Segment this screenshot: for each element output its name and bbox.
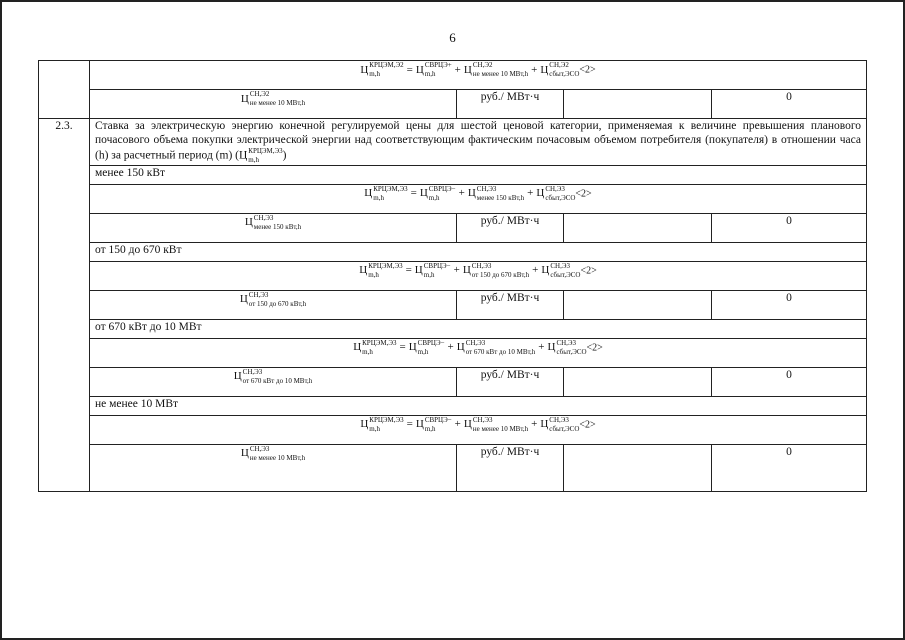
superscript: СН,Э3 bbox=[253, 213, 274, 222]
price-letter: Ц bbox=[463, 418, 472, 431]
price-letter: Ц bbox=[456, 341, 465, 354]
script-stack bbox=[250, 91, 305, 107]
footnote-ref: <2> bbox=[586, 342, 603, 354]
plus-sign: + bbox=[447, 341, 454, 354]
page-border-top bbox=[0, 0, 905, 2]
price-symbol bbox=[547, 338, 587, 356]
equals-sign: = bbox=[405, 264, 412, 277]
unit-cell: руб./ МВт·ч bbox=[457, 90, 564, 119]
superscript: СН,Э3 bbox=[550, 261, 570, 270]
script-stack bbox=[549, 62, 579, 78]
table-row bbox=[39, 290, 867, 319]
price-letter: Ц bbox=[547, 341, 556, 354]
superscript: СН,Э3 bbox=[471, 261, 492, 270]
subscript: менее 150 кВт,h bbox=[476, 193, 525, 202]
price-letter: Ц bbox=[541, 264, 550, 277]
plus-sign: + bbox=[454, 418, 461, 431]
plus-sign: + bbox=[458, 187, 465, 200]
component-label-cell bbox=[90, 213, 457, 242]
price-letter: Ц bbox=[415, 63, 424, 76]
table-row bbox=[39, 396, 867, 415]
table-row bbox=[39, 261, 867, 290]
price-symbol bbox=[359, 261, 403, 279]
script-stack bbox=[369, 62, 403, 78]
price-letter: Ц bbox=[240, 447, 249, 460]
subscript: сбыт,ЭСО bbox=[556, 347, 587, 356]
price-symbol bbox=[540, 415, 580, 433]
price-symbol bbox=[233, 367, 313, 385]
table-row bbox=[39, 119, 867, 166]
price-symbol bbox=[353, 338, 397, 356]
subscript: m,h bbox=[373, 193, 384, 202]
table-row bbox=[39, 367, 867, 396]
superscript: КРЦЭМ,Э3 bbox=[369, 415, 404, 424]
row-number-cell bbox=[39, 61, 90, 119]
price-symbol bbox=[415, 415, 452, 433]
empty-cell bbox=[564, 290, 712, 319]
table-row bbox=[39, 242, 867, 261]
script-stack bbox=[472, 263, 529, 279]
script-stack bbox=[250, 446, 305, 462]
subscript: менее 150 кВт,h bbox=[253, 222, 302, 231]
script-stack bbox=[368, 263, 402, 279]
price-letter: Ц bbox=[414, 264, 423, 277]
price-letter: Ц bbox=[419, 187, 428, 200]
price-symbol bbox=[463, 415, 529, 433]
equals-sign: = bbox=[410, 187, 417, 200]
price-symbol bbox=[467, 184, 525, 202]
script-stack bbox=[429, 186, 456, 202]
table-row bbox=[39, 338, 867, 367]
empty-cell bbox=[564, 90, 712, 119]
formula-cell bbox=[90, 415, 867, 444]
script-stack bbox=[248, 148, 282, 164]
equals-sign: = bbox=[399, 341, 406, 354]
price-letter: Ц bbox=[353, 341, 362, 354]
superscript: СН,Э3 bbox=[248, 290, 269, 299]
price-symbol bbox=[239, 290, 307, 308]
value-cell: 0 bbox=[712, 90, 867, 119]
script-stack bbox=[425, 417, 452, 433]
superscript: СН,Э2 bbox=[549, 61, 569, 69]
superscript: СН,Э3 bbox=[465, 338, 486, 347]
price-letter: Ц bbox=[360, 63, 369, 76]
superscript: КРЦЭМ,Э3 bbox=[373, 184, 408, 193]
price-letter: Ц bbox=[240, 92, 249, 105]
superscript: КРЦЭМ,Э3 bbox=[248, 146, 283, 155]
subscript: от 670 кВт до 10 МВт,h bbox=[465, 347, 536, 356]
script-stack bbox=[373, 186, 407, 202]
footnote-ref: <2> bbox=[579, 419, 596, 431]
script-stack bbox=[477, 186, 524, 202]
plus-sign: + bbox=[532, 264, 539, 277]
component-label-cell bbox=[90, 444, 457, 491]
empty-cell bbox=[564, 213, 712, 242]
superscript: СН,Э3 bbox=[249, 444, 270, 453]
price-symbol bbox=[360, 61, 404, 78]
subscript: m,h bbox=[248, 155, 259, 164]
subscript: m,h bbox=[368, 270, 379, 279]
component-label-cell bbox=[90, 90, 457, 119]
formula-cell bbox=[90, 61, 867, 90]
script-stack bbox=[424, 263, 451, 279]
price-letter: Ц bbox=[540, 63, 549, 76]
unit-cell: руб./ МВт·ч bbox=[457, 444, 564, 491]
price-letter: Ц bbox=[463, 63, 472, 76]
description-tail: ) bbox=[282, 149, 287, 162]
price-symbol bbox=[240, 444, 306, 462]
subscript: m,h bbox=[423, 270, 435, 279]
superscript: СВРЦЭ− bbox=[423, 261, 451, 270]
script-stack bbox=[549, 417, 579, 433]
unit-cell: руб./ МВт·ч bbox=[457, 367, 564, 396]
subscript: от 150 до 670 кВт,h bbox=[471, 270, 530, 279]
script-stack bbox=[425, 62, 452, 78]
price-letter: Ц bbox=[540, 418, 549, 431]
formula-cell bbox=[90, 338, 867, 367]
superscript: СН,Э3 bbox=[476, 184, 497, 193]
script-stack bbox=[550, 263, 580, 279]
price-letter: Ц bbox=[467, 187, 476, 200]
table-row bbox=[39, 415, 867, 444]
subscript: не менее 10 МВт,h bbox=[472, 424, 529, 433]
description-text: Ставка за электрическую энергию конечной регулируемой цены для шестой ценовой категории, применяемая к величине превышения планового почасового объема покупки электрической энергии над соответствующим фактическим почасовым объемом потребителя (покупателя) в отношении часа (h) за расчетный период (m) (Ц bbox=[95, 120, 862, 162]
script-stack bbox=[418, 340, 445, 356]
power-range-heading: от 670 кВт до 10 МВт bbox=[90, 319, 867, 338]
equals-sign: = bbox=[406, 63, 413, 76]
subscript: сбыт,ЭСО bbox=[550, 270, 581, 279]
price-symbol bbox=[244, 213, 302, 231]
plus-sign: + bbox=[538, 341, 545, 354]
table-row bbox=[39, 213, 867, 242]
superscript: КРЦЭМ,Э3 bbox=[362, 338, 397, 347]
value-cell: 0 bbox=[712, 444, 867, 491]
power-range-heading: от 150 до 670 кВт bbox=[90, 242, 867, 261]
script-stack bbox=[249, 292, 306, 308]
table-row bbox=[39, 444, 867, 491]
price-letter: Ц bbox=[233, 370, 242, 383]
subscript: m,h bbox=[369, 424, 380, 433]
subscript: не менее 10 МВт,h bbox=[472, 70, 529, 78]
table-row bbox=[39, 165, 867, 184]
formula-cell bbox=[90, 261, 867, 290]
price-symbol bbox=[456, 338, 536, 356]
value-cell: 0 bbox=[712, 290, 867, 319]
script-stack bbox=[545, 186, 575, 202]
superscript: СВРЦЭ+ bbox=[424, 61, 452, 69]
plus-sign: + bbox=[454, 63, 461, 76]
formula-cell bbox=[90, 184, 867, 213]
price-symbol bbox=[415, 61, 452, 78]
price-symbol bbox=[419, 184, 456, 202]
superscript: КРЦЭМ,Э3 bbox=[368, 261, 403, 270]
script-stack bbox=[254, 215, 301, 231]
unit-cell: руб./ МВт·ч bbox=[457, 213, 564, 242]
footnote-ref: <2> bbox=[580, 265, 597, 277]
plus-sign: + bbox=[531, 63, 538, 76]
empty-cell bbox=[564, 444, 712, 491]
price-symbol bbox=[364, 184, 408, 202]
script-stack bbox=[473, 417, 528, 433]
table-row bbox=[39, 61, 867, 90]
page-number: 6 bbox=[449, 30, 456, 45]
superscript: СВРЦЭ− bbox=[417, 338, 445, 347]
subscript: сбыт,ЭСО bbox=[549, 424, 580, 433]
page-border-left bbox=[0, 0, 2, 640]
price-symbol bbox=[540, 61, 580, 78]
superscript: СН,Э3 bbox=[549, 415, 569, 424]
component-label-cell bbox=[90, 367, 457, 396]
price-symbol bbox=[414, 261, 451, 279]
subscript: от 150 до 670 кВт,h bbox=[248, 299, 307, 308]
tariff-table bbox=[38, 60, 867, 492]
subscript: m,h bbox=[362, 347, 373, 356]
value-cell: 0 bbox=[712, 367, 867, 396]
footnote-ref: <2> bbox=[579, 64, 596, 76]
price-symbol bbox=[240, 90, 306, 107]
unit-cell: руб./ МВт·ч bbox=[457, 290, 564, 319]
footnote-ref: <2> bbox=[575, 188, 592, 200]
section-number: 2.3. bbox=[39, 119, 90, 492]
price-letter: Ц bbox=[462, 264, 471, 277]
table-row bbox=[39, 319, 867, 338]
price-symbol bbox=[360, 415, 404, 433]
price-letter: Ц bbox=[360, 418, 369, 431]
script-stack bbox=[362, 340, 396, 356]
superscript: СВРЦЭ− bbox=[424, 415, 452, 424]
script-stack bbox=[466, 340, 536, 356]
superscript: СН,Э3 bbox=[545, 184, 565, 193]
table-row bbox=[39, 184, 867, 213]
plus-sign: + bbox=[453, 264, 460, 277]
price-symbol bbox=[462, 261, 530, 279]
subscript: сбыт,ЭСО bbox=[545, 193, 576, 202]
value-cell: 0 bbox=[712, 213, 867, 242]
subscript: не менее 10 МВт,h bbox=[249, 99, 306, 107]
price-letter: Ц bbox=[359, 264, 368, 277]
superscript: СН,Э3 bbox=[242, 367, 263, 376]
superscript: КРЦЭМ,Э2 bbox=[369, 61, 404, 69]
price-letter: Ц bbox=[408, 341, 417, 354]
subscript: m,h bbox=[424, 424, 436, 433]
section-description bbox=[90, 119, 867, 166]
price-symbol bbox=[408, 338, 445, 356]
superscript: СН,Э2 bbox=[249, 90, 270, 98]
subscript: m,h bbox=[369, 70, 380, 78]
price-letter: Ц bbox=[239, 293, 248, 306]
equals-sign: = bbox=[406, 418, 413, 431]
superscript: СН,Э2 bbox=[472, 61, 493, 69]
price-symbol bbox=[463, 61, 529, 78]
price-letter: Ц bbox=[244, 216, 253, 229]
tariff-table-body bbox=[39, 61, 867, 492]
plus-sign: + bbox=[531, 418, 538, 431]
price-symbol bbox=[536, 184, 576, 202]
price-letter: Ц bbox=[415, 418, 424, 431]
price-letter: Ц bbox=[364, 187, 373, 200]
empty-cell bbox=[564, 367, 712, 396]
script-stack bbox=[369, 417, 403, 433]
plus-sign: + bbox=[527, 187, 534, 200]
script-stack bbox=[556, 340, 586, 356]
superscript: СН,Э3 bbox=[556, 338, 577, 347]
component-label-cell bbox=[90, 290, 457, 319]
price-letter: Ц bbox=[536, 187, 545, 200]
superscript: СВРЦЭ− bbox=[428, 184, 456, 193]
subscript: m,h bbox=[424, 70, 436, 78]
superscript: СН,Э3 bbox=[472, 415, 493, 424]
script-stack bbox=[243, 369, 313, 385]
power-range-heading: менее 150 кВт bbox=[90, 165, 867, 184]
script-stack bbox=[473, 62, 528, 78]
table-row bbox=[39, 90, 867, 119]
power-range-heading: не менее 10 МВт bbox=[90, 396, 867, 415]
subscript: от 670 кВт до 10 МВт,h bbox=[242, 376, 313, 385]
subscript: m,h bbox=[428, 193, 440, 202]
subscript: не менее 10 МВт,h bbox=[249, 453, 306, 462]
subscript: m,h bbox=[417, 347, 429, 356]
subscript: сбыт,ЭСО bbox=[549, 70, 580, 78]
price-symbol bbox=[541, 261, 581, 279]
